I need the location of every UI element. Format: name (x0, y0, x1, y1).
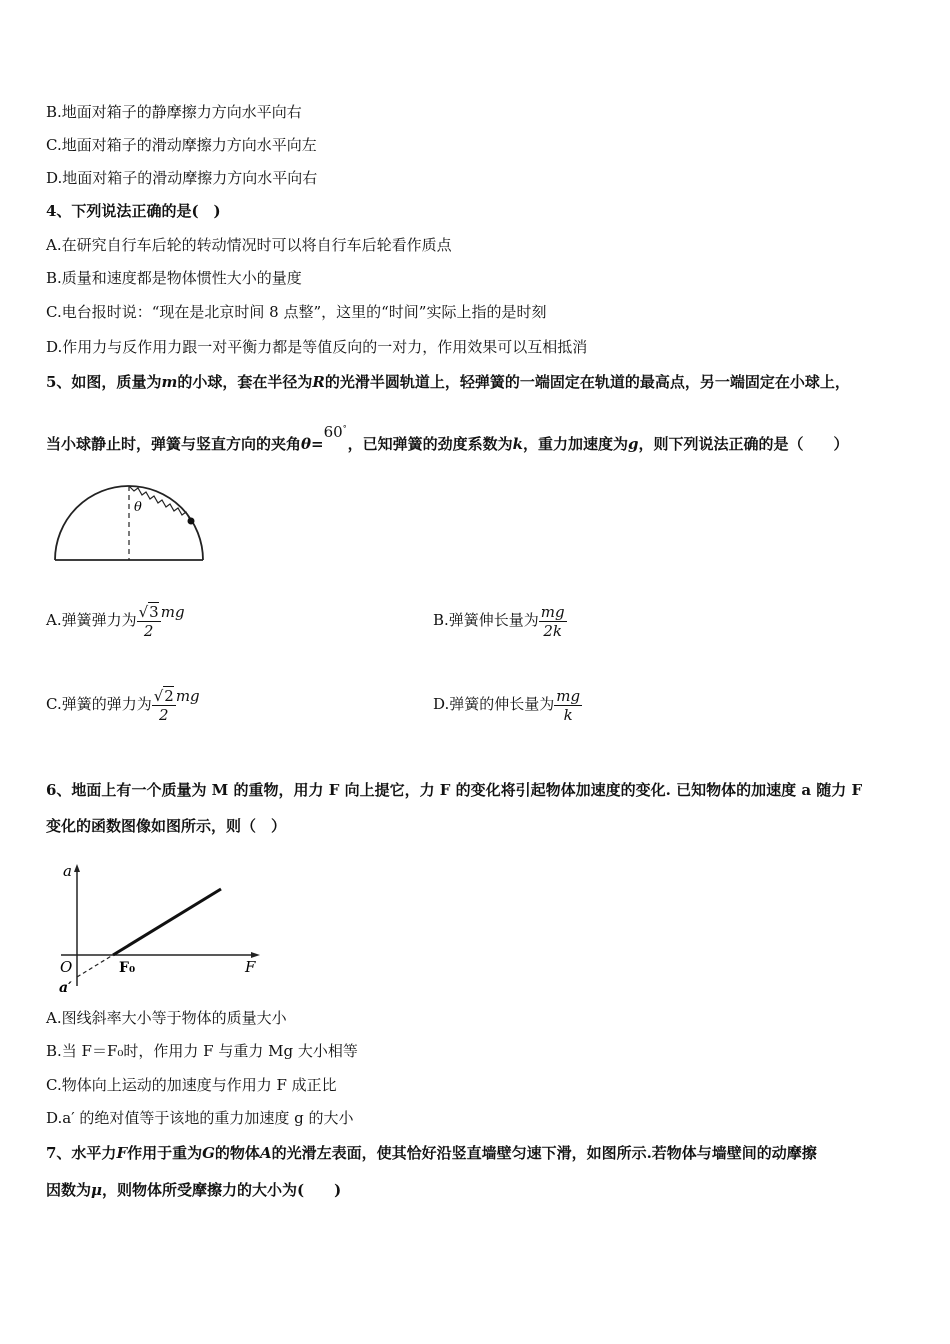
fraction-mg-over-2k (539, 603, 567, 640)
q5-angle (324, 422, 348, 445)
q5-option-b (433, 598, 567, 642)
q5-stem-line2 (46, 423, 849, 457)
mg-text: mg (175, 687, 200, 705)
q3-option-d: D.地面对箱子的滑动摩擦力方向水平向右 (46, 169, 318, 187)
q6-a-vs-f-graph (55, 858, 270, 998)
q5-option-d (433, 682, 582, 726)
q5-var-r: R (312, 373, 325, 391)
graph-a-prime-label: a′ (59, 980, 72, 996)
q3-option-c: C.地面对箱子的滑动摩擦力方向水平向左 (46, 136, 317, 154)
q5-text: 当小球静止时，弹簧与竖直方向的夹角 (46, 435, 302, 453)
q5-option-b-text: B.弹簧伸长量为 (433, 611, 539, 629)
q7-var-mu: μ (91, 1181, 102, 1199)
q4-option-b: B.质量和速度都是物体惯性大小的量度 (46, 269, 302, 287)
q7-text: 因数为 (46, 1181, 92, 1199)
graph-origin-label: O (60, 958, 73, 976)
q5-text: ，已知弹簧的劲度系数为 (347, 435, 513, 453)
q7-text: 7、水平力 (46, 1144, 117, 1162)
q5-text: 的小球，套在半径为 (177, 373, 313, 391)
q4-option-a: A.在研究自行车后轮的转动情况时可以将自行车后轮看作质点 (46, 236, 452, 254)
q5-option-c-text: C.弹簧的弹力为 (46, 695, 152, 713)
q5-option-a-text: A.弹簧弹力为 (46, 611, 137, 629)
q6-option-d: D.a′ 的绝对值等于该地的重力加速度 g 的大小 (46, 1109, 354, 1127)
q5-text: ，则下列说法正确的是（ ） (638, 435, 849, 453)
graph-f0-label: F₀ (119, 960, 136, 976)
fraction-sqrt2-over-2: $\frac{√2}{2}$ (153, 686, 174, 724)
q5-angle-value: 60 (323, 423, 343, 441)
q5-var-k: k (512, 435, 524, 453)
q5-var-m: m (161, 373, 178, 391)
q7-var-f: F (116, 1144, 128, 1162)
sqrt-radicand: 3 (149, 602, 159, 621)
numerator: mg (556, 686, 581, 705)
denominator: 2k (543, 621, 563, 640)
q6-stem-line1: 6、地面上有一个质量为 M 的重物，用力 F 向上提它，力 F 的变化将引起物体加速度的变化. 已知物体的加速度 a 随力 F (46, 781, 863, 799)
q7-stem-line1 (46, 1143, 817, 1163)
graph-x-label: F (245, 958, 256, 976)
q5-var-theta: θ= (301, 435, 324, 453)
q5-text: 5、如图，质量为 (46, 373, 162, 391)
q7-var-a: A (259, 1144, 272, 1162)
q4-option-c: C.电台报时说：“现在是北京时间 8 点整”，这里的“时间”实际上指的是时刻 (46, 303, 547, 321)
q6-stem-line2: 变化的函数图像如图所示，则（ ） (46, 817, 287, 835)
q5-option-c (46, 682, 200, 726)
q7-text: ，则物体所受摩擦力的大小为( ) (102, 1181, 342, 1199)
fraction-mg-over-k (554, 687, 582, 724)
q4-option-d: D.作用力与反作用力跟一对平衡力都是等值反向的一对力，作用效果可以互相抵消 (46, 338, 588, 356)
q7-text: 作用于重为 (127, 1144, 203, 1162)
q5-stem-line1 (46, 372, 850, 392)
q5-option-a (46, 598, 185, 642)
denominator: 2 (143, 621, 154, 640)
q6-option-a: A.图线斜率大小等于物体的质量大小 (46, 1009, 287, 1027)
q6-option-c: C.物体向上运动的加速度与作用力 F 成正比 (46, 1076, 337, 1094)
q5-semicircle-figure (50, 478, 210, 566)
q4-stem: 4、下列说法正确的是( ) (46, 202, 221, 220)
denominator: 2 (159, 705, 169, 724)
q7-text: 的物体 (214, 1144, 260, 1162)
q5-option-d-text: D.弹簧的伸长量为 (433, 695, 555, 713)
numerator: mg (540, 602, 565, 621)
denominator: k (563, 705, 573, 724)
q7-stem-line2 (46, 1180, 341, 1200)
q7-text: 的光滑左表面，使其恰好沿竖直墙壁匀速下滑，如图所示.若物体与墙壁间的动摩擦 (271, 1144, 817, 1162)
q6-option-b: B.当 F＝F₀时，作用力 F 与重力 Mg 大小相等 (46, 1042, 358, 1060)
q7-var-g: G (202, 1144, 215, 1162)
q5-text: ，重力加速度为 (523, 435, 629, 453)
mg-text: mg (160, 603, 185, 621)
q5-var-g: g (628, 435, 639, 453)
fraction-sqrt3-over-2: $\frac{√3}{2}$ (138, 602, 159, 640)
sqrt-radicand: 2 (164, 686, 174, 705)
q5-text: 的光滑半圆轨道上，轻弹簧的一端固定在轨道的最高点，另一端固定在小球上， (324, 373, 850, 391)
degree-sign: ° (342, 424, 347, 433)
graph-y-label: a (63, 862, 72, 880)
q3-option-b: B.地面对箱子的静摩擦力方向水平向右 (46, 103, 302, 121)
theta-label: θ (134, 500, 142, 515)
